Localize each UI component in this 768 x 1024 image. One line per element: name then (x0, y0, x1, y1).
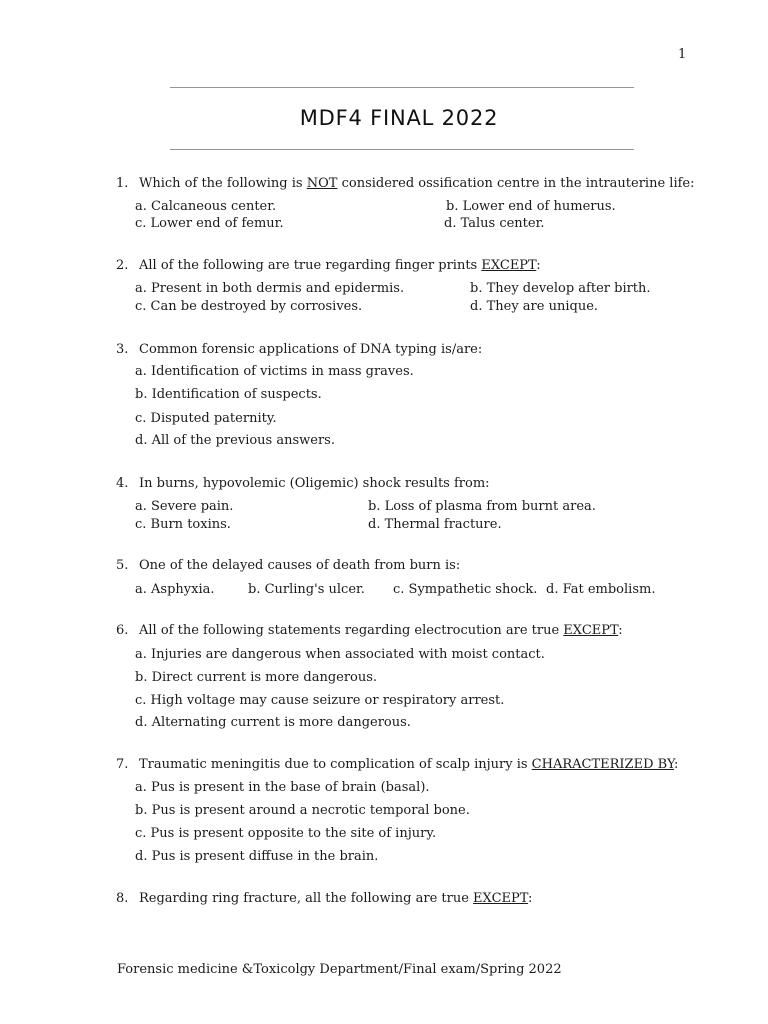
option-d: d. They are unique. (470, 299, 599, 314)
option-d: d. Alternating current is more dangerous. (135, 715, 411, 730)
page-title: MDF4 FINAL 2022 (299, 106, 499, 130)
page-number: 1 (678, 47, 687, 62)
option-a: a. Pus is present in the base of brain (basal). (135, 780, 430, 795)
option-a: a. Calcaneous center. (135, 199, 277, 214)
question-stem: 8. Regarding ring fracture, all the following are true EXCEPT: (116, 891, 533, 906)
option-b: b. Curling's ulcer. (248, 582, 365, 597)
option-d: d. Thermal fracture. (368, 517, 502, 532)
option-b: b. Identification of suspects. (135, 387, 322, 402)
question-stem: 3. Common forensic applications of DNA typing is/are: (116, 342, 483, 357)
option-a: a. Severe pain. (135, 499, 234, 514)
option-b: b. Pus is present around a necrotic temporal bone. (135, 803, 470, 818)
option-a: a. Injuries are dangerous when associated with moist contact. (135, 647, 545, 662)
option-a: a. Asphyxia. (135, 582, 215, 597)
option-c: c. Lower end of femur. (135, 216, 284, 231)
option-a: a. Present in both dermis and epidermis. (135, 281, 405, 296)
option-c: c. Sympathetic shock. (393, 582, 538, 597)
option-d: d. Fat embolism. (546, 582, 656, 597)
page-footer: Forensic medicine &Toxicolgy Department/Final exam/Spring 2022 (117, 962, 562, 977)
option-d: d. All of the previous answers. (135, 433, 335, 448)
question-stem: 4. In burns, hypovolemic (Oligemic) shock results from: (116, 476, 490, 491)
title-rule-top (170, 87, 634, 88)
option-b: b. Lower end of humerus. (446, 199, 616, 214)
option-c: c. Burn toxins. (135, 517, 231, 532)
question-stem: 2. All of the following are true regarding finger prints EXCEPT: (116, 258, 541, 273)
question-stem: 7. Traumatic meningitis due to complication of scalp injury is CHARACTERIZED BY: (116, 757, 679, 772)
option-d: d. Talus center. (444, 216, 545, 231)
question-stem: 1. Which of the following is NOT considered ossification centre in the intrauterine life: (116, 176, 695, 191)
question-stem: 5. One of the delayed causes of death from burn is: (116, 558, 461, 573)
question-stem: 6. All of the following statements regarding electrocution are true EXCEPT: (116, 623, 623, 638)
option-b: b. They develop after birth. (470, 281, 651, 296)
title-rule-bottom (170, 149, 634, 150)
option-b: b. Direct current is more dangerous. (135, 670, 378, 685)
option-c: c. Can be destroyed by corrosives. (135, 299, 363, 314)
option-c: c. High voltage may cause seizure or respiratory arrest. (135, 693, 505, 708)
option-d: d. Pus is present diffuse in the brain. (135, 849, 379, 864)
option-a: a. Identification of victims in mass graves. (135, 364, 414, 379)
option-b: b. Loss of plasma from burnt area. (368, 499, 596, 514)
option-c: c. Pus is present opposite to the site of injury. (135, 826, 437, 841)
option-c: c. Disputed paternity. (135, 411, 277, 426)
